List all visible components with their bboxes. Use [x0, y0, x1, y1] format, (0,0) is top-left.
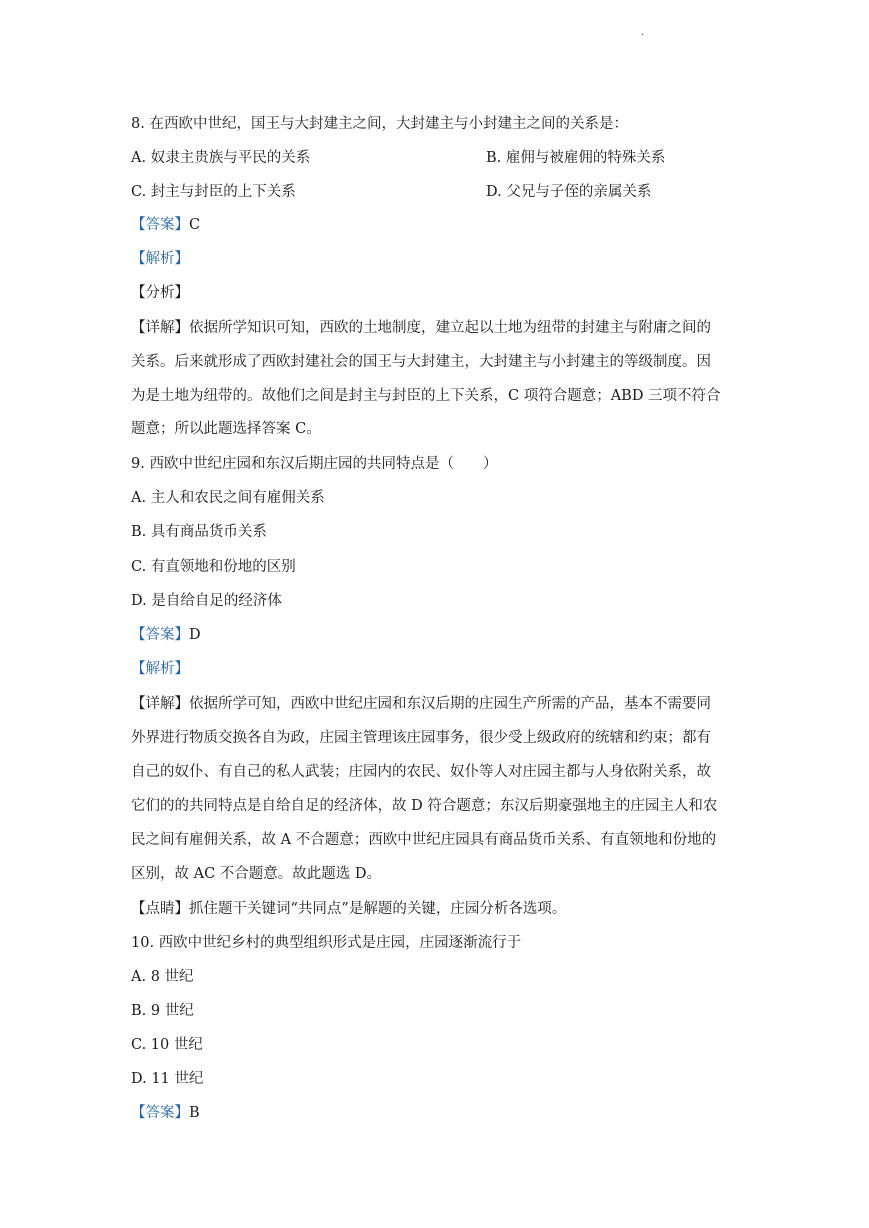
q10-option-a: A. 8 世纪	[131, 969, 194, 985]
q8-detail-line-4: 题意；所以此题选择答案 C。	[131, 421, 321, 437]
q9-detail-line-5: 民之间有雇佣关系，故 A 不合题意；西欧中世纪庄园具有商品货币关系、有直领地和份地的	[131, 832, 717, 848]
q8-detail-text-1: 依据所学知识可知，西欧的土地制度，建立起以土地为纽带的封建主与附庸之间的	[189, 320, 711, 336]
q9-option-c: C. 有直领地和份地的区别	[131, 559, 296, 575]
q8-fenxi-tag: 【分析】	[131, 285, 189, 301]
q9-detail-line-4: 它们的的共同特点是自给自足的经济体，故 D 符合题意；东汉后期豪强地主的庄园主人和农	[131, 798, 718, 814]
q9-detail-line-6: 区别，故 AC 不合题意。故此题选 D。	[131, 866, 382, 882]
q8-answer-tag: 【答案】	[131, 217, 189, 233]
q8-option-d: D. 父兄与子侄的亲属关系	[486, 184, 652, 200]
header-mark: ·	[641, 30, 645, 41]
q9-detail-text-1: 依据所学可知，西欧中世纪庄园和东汉后期的庄园生产所需的产品，基本不需要同	[189, 696, 711, 712]
q8-question: 8. 在西欧中世纪，国王与大封建主之间，大封建主与小封建主之间的关系是：	[131, 116, 628, 132]
q9-detail-line-2: 外界进行物质交换各自为政，庄园主管理该庄园事务，很少受上级政府的统辖和约束；都有	[131, 730, 711, 746]
q8-answer-value: C	[189, 217, 201, 233]
q9-answer-tag: 【答案】	[131, 627, 189, 643]
q10-question: 10. 西欧中世纪乡村的典型组织形式是庄园，庄园逐渐流行于	[131, 935, 522, 951]
q10-answer-tag: 【答案】	[131, 1105, 189, 1121]
q9-detail-line-3: 自己的奴仆、有自己的私人武装；庄园内的农民、奴仆等人对庄园主都与人身依附关系，故	[131, 764, 711, 780]
q9-answer-value: D	[189, 627, 201, 643]
q9-answer	[131, 625, 201, 645]
q8-option-b: B. 雇佣与被雇佣的特殊关系	[486, 150, 666, 166]
q9-option-b: B. 具有商品货币关系	[131, 524, 267, 540]
q9-dianjing	[131, 899, 566, 919]
q8-answer	[131, 215, 200, 235]
q8-analysis-tag: 【解析】	[131, 251, 189, 267]
q8-detail-tag: 【详解】	[131, 320, 189, 336]
q8-option-a: A. 奴隶主贵族与平民的关系	[131, 150, 311, 166]
q9-dianjing-text: 抓住题干关键词“共同点”是解题的关键，庄园分析各选项。	[189, 901, 567, 917]
q9-option-a: A. 主人和农民之间有雇佣关系	[131, 490, 325, 506]
q8-detail-line-1	[131, 318, 711, 338]
q9-dianjing-tag: 【点睛】	[131, 901, 189, 917]
q9-question: 9. 西欧中世纪庄园和东汉后期庄园的共同特点是（ ）	[131, 456, 498, 472]
q8-detail-line-2: 关系。后来就形成了西欧封建社会的国王与大封建主，大封建主与小封建主的等级制度。因	[131, 354, 711, 370]
q9-option-d: D. 是自给自足的经济体	[131, 593, 282, 609]
q8-detail-line-3: 为是土地为纽带的。故他们之间是封主与封臣的上下关系，C 项符合题意；ABD 三项不符合	[131, 388, 721, 404]
q10-option-b: B. 9 世纪	[131, 1003, 194, 1019]
q10-option-c: C. 10 世纪	[131, 1037, 203, 1053]
q9-analysis-tag: 【解析】	[131, 661, 189, 677]
q10-option-d: D. 11 世纪	[131, 1071, 204, 1087]
q9-detail-line-1	[131, 694, 711, 714]
q10-answer	[131, 1103, 200, 1123]
q8-option-c: C. 封主与封臣的上下关系	[131, 184, 296, 200]
q9-detail-tag: 【详解】	[131, 696, 189, 712]
q10-answer-value: B	[189, 1105, 200, 1121]
